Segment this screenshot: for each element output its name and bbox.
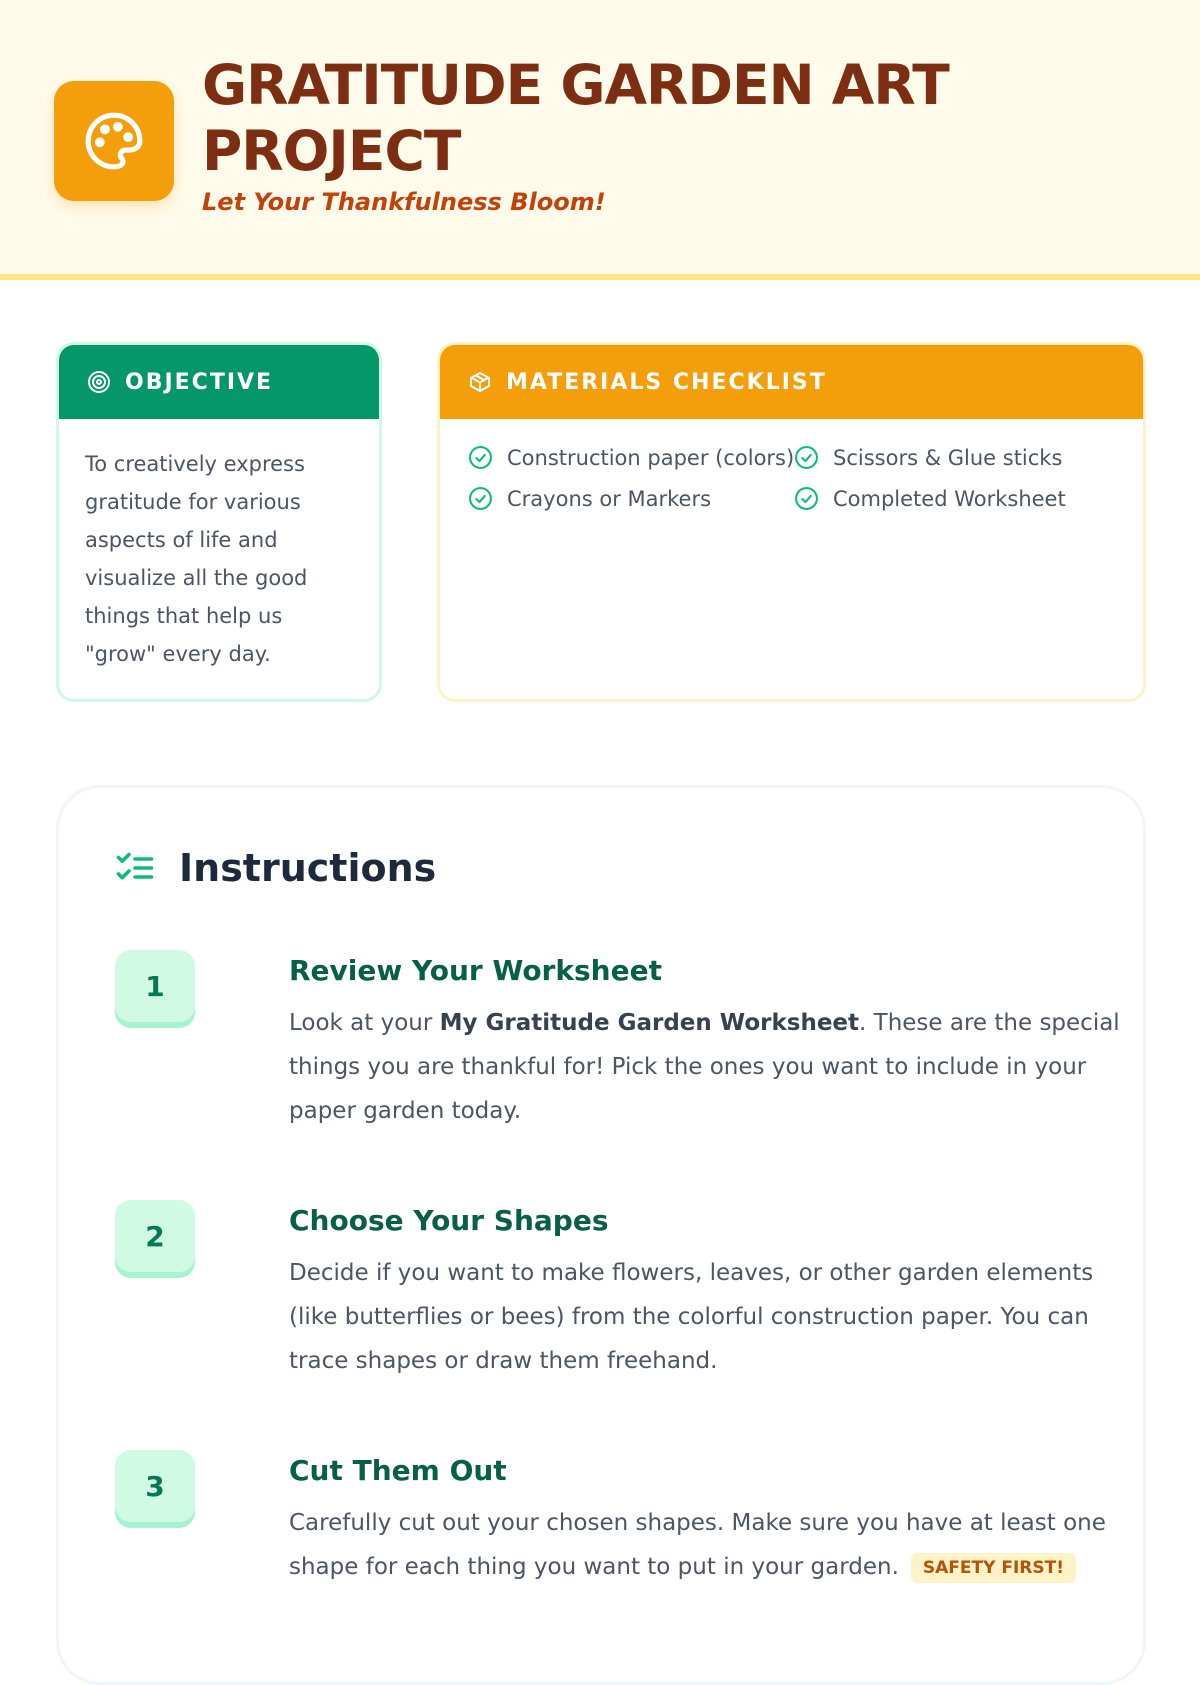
- step-number: 2: [115, 1200, 195, 1272]
- step-body: [289, 950, 1129, 1133]
- check-circle-icon: [468, 445, 493, 470]
- step-body: [289, 1200, 1129, 1383]
- materials-label: MATERIALS CHECKLIST: [506, 369, 827, 395]
- instructions-section: [56, 785, 1146, 1685]
- material-label: Crayons or Markers: [507, 486, 712, 511]
- material-label: Construction paper (colors): [507, 445, 795, 470]
- check-circle-icon: [794, 445, 819, 470]
- materials-header: [440, 345, 1143, 419]
- package-icon: [468, 370, 492, 394]
- step-number: 3: [115, 1450, 195, 1522]
- page-subtitle: Let Your Thankfulness Bloom!: [202, 188, 606, 216]
- step-text-part: . These are the special things you are thankful for! Pick the ones you want to include in your paper garden today.: [289, 1010, 1120, 1124]
- check-circle-icon: [468, 486, 493, 511]
- page-title: GRATITUDE GARDEN ART PROJECT: [202, 53, 949, 183]
- target-icon: [87, 370, 111, 394]
- worksheet-name: My Gratitude Garden Worksheet: [439, 1010, 860, 1036]
- instructions-title: Instructions: [179, 846, 437, 890]
- safety-badge: SAFETY FIRST!: [911, 1553, 1076, 1583]
- objective-card: [56, 342, 382, 702]
- step-title: Review Your Worksheet: [289, 954, 662, 987]
- step-text: [289, 1001, 1129, 1133]
- instructions-header: [115, 846, 436, 890]
- list-item: [794, 445, 1134, 470]
- step-text: Decide if you want to make flowers, leaves, or other garden elements (like butterflies or bees) from the colorful construction paper. You can trace shapes or draw them freehand.: [289, 1260, 1094, 1374]
- material-label: Completed Worksheet: [833, 486, 1066, 511]
- materials-list: [440, 419, 1143, 511]
- step-number: 1: [115, 950, 195, 1022]
- step-text-part: Carefully cut out your chosen shapes. Make sure you have at least one shape for each thing you want to put in your garden.: [289, 1510, 1106, 1580]
- logo: [54, 81, 174, 201]
- step-title: Cut Them Out: [289, 1454, 507, 1487]
- palette-icon: [83, 110, 145, 172]
- step-text: [289, 1501, 1129, 1589]
- check-circle-icon: [794, 486, 819, 511]
- list-item: [468, 486, 794, 511]
- material-label: Scissors & Glue sticks: [833, 445, 1063, 470]
- list-item: [468, 445, 794, 470]
- materials-card: [437, 342, 1146, 702]
- step-text-part: Look at your: [289, 1010, 440, 1036]
- objective-label: OBJECTIVE: [125, 369, 274, 395]
- list-item: [794, 486, 1134, 511]
- step-title: Choose Your Shapes: [289, 1204, 609, 1237]
- objective-header: [59, 345, 379, 419]
- step-body: [289, 1450, 1129, 1589]
- header: [0, 0, 1200, 280]
- list-checks-icon: [115, 850, 155, 886]
- objective-text: To creatively express gratitude for various aspects of life and visualize all the good things that help us "grow" every day.: [85, 452, 308, 666]
